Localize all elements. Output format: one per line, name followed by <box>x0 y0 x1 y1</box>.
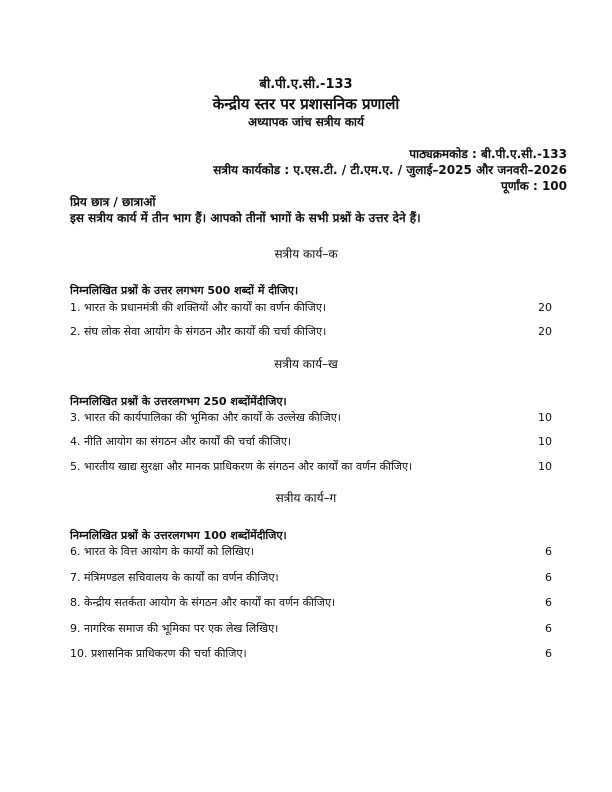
question-10: 10. प्रशासनिक प्राधिकरण की चर्चा कीजिए। <box>70 647 247 660</box>
question-9-marks: 6 <box>545 622 552 635</box>
course-title: केन्द्रीय स्तर पर प्रशासनिक प्रणाली <box>212 95 400 113</box>
course-code-heading: बी.पी.ए.सी.-133 <box>259 77 353 92</box>
question-6-marks: 6 <box>545 545 552 558</box>
question-1: 1. भारत के प्रधानमंत्री की शक्तियों और कार्यों का वर्णन कीजिए। <box>70 301 327 314</box>
question-6: 6. भारत के वित्त आयोग के कार्यों को लिखिए। <box>70 545 255 558</box>
question-1-marks: 20 <box>538 301 552 314</box>
assignment-subtitle: अध्यापक जांच सत्रीय कार्य <box>247 115 365 129</box>
question-4-marks: 10 <box>538 435 552 448</box>
question-7: 7. मंत्रिमण्डल सचिवालय के कार्यों का वर्णन कीजिए। <box>70 571 279 584</box>
section-instruction-a: निम्नलिखित प्रश्नों के उत्तर लगभग 500 शब्दों में दीजिए। <box>70 284 299 297</box>
question-10-marks: 6 <box>545 647 552 660</box>
question-8-marks: 6 <box>545 596 552 609</box>
section-instruction-c: निम्नलिखित प्रश्नों के उत्तरलगभग 100 शब्दोंमेंदीजिए। <box>70 529 287 542</box>
question-9: 9. नागरिक समाज की भूमिका पर एक लेख लिखिए। <box>70 622 279 635</box>
salutation: प्रिय छात्र / छात्राओं <box>70 195 156 209</box>
question-2: 2. संघ लोक सेवा आयोग के संगठन और कार्यों की चर्चा कीजिए। <box>70 325 327 338</box>
question-3-marks: 10 <box>538 411 552 424</box>
assignment-code-line: सत्रीय कार्यकोड : ए.एस.टी. / टी.एम.ए. / जुलाई–2025 और जनवरी–2026 <box>213 163 567 177</box>
section-title-b: सत्रीय कार्य–ख <box>274 357 338 371</box>
general-instructions: इस सत्रीय कार्य में तीन भाग हैं। आपको तीनों भागों के सभी प्रश्नों के उत्तर देने हैं। <box>70 211 421 225</box>
question-2-marks: 20 <box>538 325 552 338</box>
question-5: 5. भारतीय खाद्य सुरक्षा और मानक प्राधिकरण के संगठन और कार्यों का वर्णन कीजिए। <box>70 460 413 473</box>
question-7-marks: 6 <box>545 571 552 584</box>
max-marks-line: पूर्णांक : 100 <box>500 179 567 193</box>
question-8: 8. केन्द्रीय सतर्कता आयोग के संगठन और कार्यों का वर्णन कीजिए। <box>70 596 336 609</box>
question-3: 3. भारत की कार्यपालिका की भूमिका और कार्यों के उल्लेख कीजिए। <box>70 411 341 424</box>
section-title-c: सत्रीय कार्य–ग <box>275 491 337 505</box>
question-5-marks: 10 <box>538 460 552 473</box>
section-title-a: सत्रीय कार्य–क <box>274 247 338 261</box>
course-code-line: पाठ्यक्रमकोड : बी.पी.ए.सी.-133 <box>409 147 567 161</box>
question-4: 4. नीति आयोग का संगठन और कार्यों की चर्चा कीजिए। <box>70 435 292 448</box>
section-instruction-b: निम्नलिखित प्रश्नों के उत्तरलगभग 250 शब्दोंमेंदीजिए। <box>70 395 287 408</box>
